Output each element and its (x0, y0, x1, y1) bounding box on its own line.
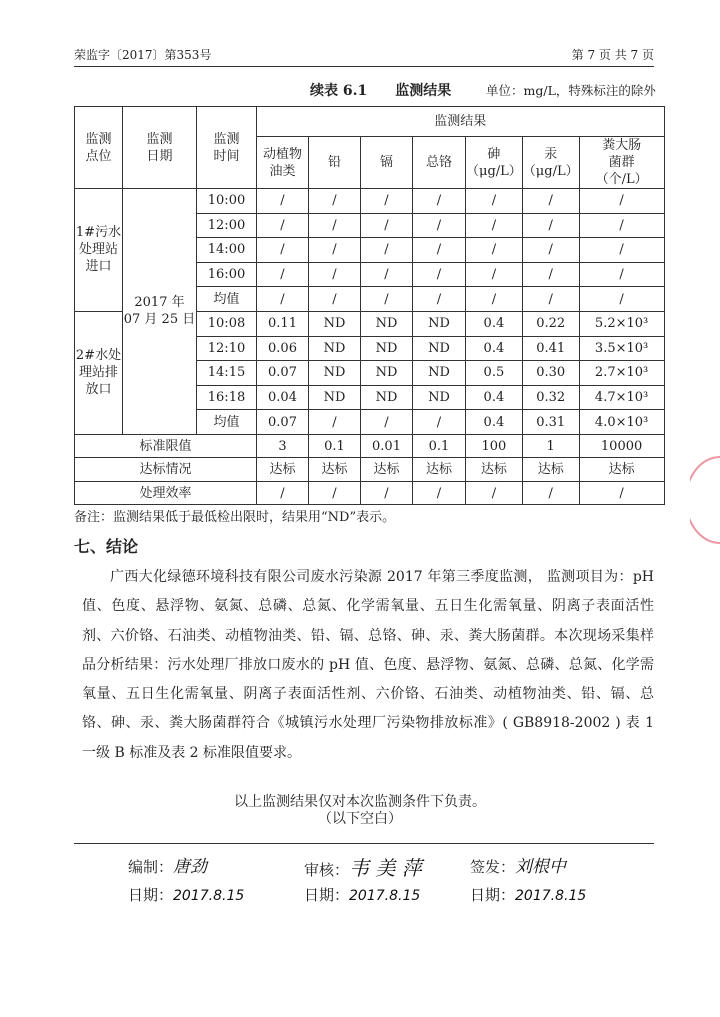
table-row (75, 189, 665, 214)
monitoring-date: 2017 年 07 月 25 日 (123, 189, 197, 435)
table-cell: 0.32 (522, 385, 579, 410)
reviewer-signature: 审核：韦 美 萍 (304, 856, 422, 880)
table-cell: / (522, 262, 579, 287)
table-cell: 0.22 (522, 311, 579, 336)
table-cell: / (466, 238, 523, 263)
table-cell: 0.4 (466, 410, 523, 435)
table-cell: / (257, 213, 309, 238)
table-cell: 2.7×10³ (579, 361, 664, 386)
table-cell: 达标 (309, 458, 361, 482)
table-caption: 续表 6.1 监测结果 (310, 83, 452, 99)
monitoring-time: 12:10 (197, 336, 257, 361)
row-label: 处理效率 (75, 481, 257, 505)
table-cell: 0.4 (466, 385, 523, 410)
issuer-signature: 签发：刘根中 (470, 857, 567, 877)
document-number: 荣监字〔2017〕第353号 (74, 48, 212, 62)
table-cell: / (579, 287, 664, 312)
table-row (75, 458, 665, 482)
table-cell: / (257, 481, 309, 505)
issuer-date: 日期：2017.8.15 (470, 886, 587, 904)
column-header: 粪大肠 菌群 （个/L） (579, 137, 664, 189)
table-cell: / (309, 189, 361, 214)
table-cell: 0.06 (257, 336, 309, 361)
table-cell: / (522, 481, 579, 505)
table-cell: / (466, 262, 523, 287)
table-cell: 达标 (466, 458, 523, 482)
table-cell: / (466, 189, 523, 214)
monitoring-time: 10:08 (197, 311, 257, 336)
table-cell: / (579, 238, 664, 263)
column-header: 砷 （μg/L） (466, 137, 523, 189)
monitoring-time: 14:15 (197, 361, 257, 386)
table-cell: / (413, 262, 466, 287)
table-cell: 达标 (257, 458, 309, 482)
table-cell: / (361, 238, 413, 263)
table-cell: / (413, 238, 466, 263)
table-cell: / (579, 262, 664, 287)
table-cell: 达标 (413, 458, 466, 482)
table-cell: / (522, 238, 579, 263)
monitoring-time: 10:00 (197, 189, 257, 214)
monitoring-time: 均值 (197, 287, 257, 312)
table-cell: / (309, 238, 361, 263)
column-header: 铅 (309, 137, 361, 189)
page-number: 第 7 页 共 7 页 (571, 48, 654, 62)
monitoring-point: 1#污水 处理站 进口 (75, 189, 123, 312)
table-cell: / (257, 238, 309, 263)
table-unit: 单位：mg/L，特殊标注的除外 (486, 83, 656, 98)
header-point: 监测 点位 (75, 107, 123, 189)
table-cell: ND (413, 385, 466, 410)
table-cell: / (579, 189, 664, 214)
monitoring-point: 2#水处 理站排 放口 (75, 311, 123, 434)
table-cell: ND (361, 336, 413, 361)
table-cell: / (361, 213, 413, 238)
table-cell: 1 (522, 434, 579, 458)
table-row (75, 107, 665, 137)
table-cell: 0.11 (257, 311, 309, 336)
seal-stamp-fragment (690, 455, 720, 545)
table-cell: / (361, 189, 413, 214)
monitoring-time: 16:18 (197, 385, 257, 410)
table-row (75, 481, 665, 505)
table-cell: / (309, 287, 361, 312)
table-cell: 100 (466, 434, 523, 458)
table-cell: 0.1 (309, 434, 361, 458)
table-cell: / (466, 213, 523, 238)
table-cell: / (309, 262, 361, 287)
table-cell: 0.30 (522, 361, 579, 386)
table-cell: ND (309, 336, 361, 361)
monitoring-results-table (74, 106, 665, 505)
table-row (75, 434, 665, 458)
table-cell: ND (309, 385, 361, 410)
table-cell: 0.07 (257, 410, 309, 435)
table-cell: / (361, 287, 413, 312)
header-results-group: 监测结果 (257, 107, 665, 137)
table-cell: / (466, 287, 523, 312)
table-cell: 5.2×10³ (579, 311, 664, 336)
table-cell: / (413, 287, 466, 312)
table-cell: / (361, 262, 413, 287)
table-cell: 0.5 (466, 361, 523, 386)
header-divider (74, 66, 654, 67)
table-cell: ND (361, 385, 413, 410)
table-note: 备注：监测结果低于最低检出限时，结果用“ND”表示。 (74, 510, 396, 525)
table-cell: 4.7×10³ (579, 385, 664, 410)
table-cell: 4.0×10³ (579, 410, 664, 435)
table-cell: / (257, 262, 309, 287)
table-cell: / (522, 189, 579, 214)
table-cell: 达标 (579, 458, 664, 482)
table-cell: 0.31 (522, 410, 579, 435)
table-cell: / (579, 481, 664, 505)
table-cell: 0.4 (466, 336, 523, 361)
section-title: 七、结论 (74, 537, 139, 556)
table-cell: 0.4 (466, 311, 523, 336)
table-cell: ND (361, 361, 413, 386)
table-cell: ND (309, 361, 361, 386)
table-cell: / (466, 481, 523, 505)
table-cell: / (257, 287, 309, 312)
table-cell: 0.07 (257, 361, 309, 386)
compiler-signature: 编制：唐劲 (128, 857, 208, 877)
monitoring-time: 均值 (197, 410, 257, 435)
monitoring-time: 12:00 (197, 213, 257, 238)
table-cell: 0.1 (413, 434, 466, 458)
table-cell: 3 (257, 434, 309, 458)
blank-below: （以下空白） (318, 811, 402, 827)
table-cell: ND (413, 361, 466, 386)
table-cell: / (361, 481, 413, 505)
table-cell: / (309, 481, 361, 505)
table-cell: / (361, 410, 413, 435)
table-cell: 10000 (579, 434, 664, 458)
signature-divider (74, 843, 654, 844)
table-cell: 0.04 (257, 385, 309, 410)
disclaimer: 以上监测结果仅对本次监测条件下负责。 (234, 794, 486, 810)
table-cell: 0.01 (361, 434, 413, 458)
table-cell: / (309, 410, 361, 435)
table-cell: ND (413, 336, 466, 361)
monitoring-time: 14:00 (197, 238, 257, 263)
table-cell: / (309, 213, 361, 238)
table-cell: / (413, 410, 466, 435)
table-cell: / (522, 213, 579, 238)
compiler-date: 日期：2017.8.15 (128, 886, 245, 904)
seal-arc (690, 457, 720, 543)
table-cell: ND (361, 311, 413, 336)
table-cell: / (413, 481, 466, 505)
table-cell: / (522, 287, 579, 312)
table-cell: ND (309, 311, 361, 336)
table-cell: 0.41 (522, 336, 579, 361)
table-cell: 达标 (522, 458, 579, 482)
table-cell: 3.5×10³ (579, 336, 664, 361)
header-date: 监测 日期 (123, 107, 197, 189)
table-cell: / (413, 213, 466, 238)
row-label: 达标情况 (75, 458, 257, 482)
table-cell: / (579, 213, 664, 238)
column-header: 总铬 (413, 137, 466, 189)
monitoring-time: 16:00 (197, 262, 257, 287)
column-header: 汞 （μg/L） (522, 137, 579, 189)
table-cell: 达标 (361, 458, 413, 482)
row-label: 标准限值 (75, 434, 257, 458)
table-cell: ND (413, 311, 466, 336)
column-header: 镉 (361, 137, 413, 189)
column-header: 动植物 油类 (257, 137, 309, 189)
table-cell: / (413, 189, 466, 214)
table-cell: / (257, 189, 309, 214)
reviewer-date: 日期：2017.8.15 (304, 886, 421, 904)
header-time: 监测 时间 (197, 107, 257, 189)
conclusion-paragraph: 广西大化绿德环境科技有限公司废水污染源 2017 年第三季度监测， 监测项目为：pH 值、色度、悬浮物、氨氮、总磷、总氮、化学需氧量、五日生化需氧量、阴离子表面活性剂、六价铬、石油类、动植物油类、铅、镉、总铬、砷、汞、粪大肠菌群。本次现场采集样品分析结果：污水处理厂排放口废水的 pH 值、色度、悬浮物、氨氮、总磷、总氮、化学需氧量、五日生化需氧量、阴离子表面活性剂、六价铬、石油类、动植物油类、铅、镉、总铬、砷、汞、粪大肠菌群符合《城镇污水处理厂污染物排放标准》( GB8918-2002 ) 表 1 一级 B 标准及表 2 标准限值要求。 (82, 569, 654, 761)
